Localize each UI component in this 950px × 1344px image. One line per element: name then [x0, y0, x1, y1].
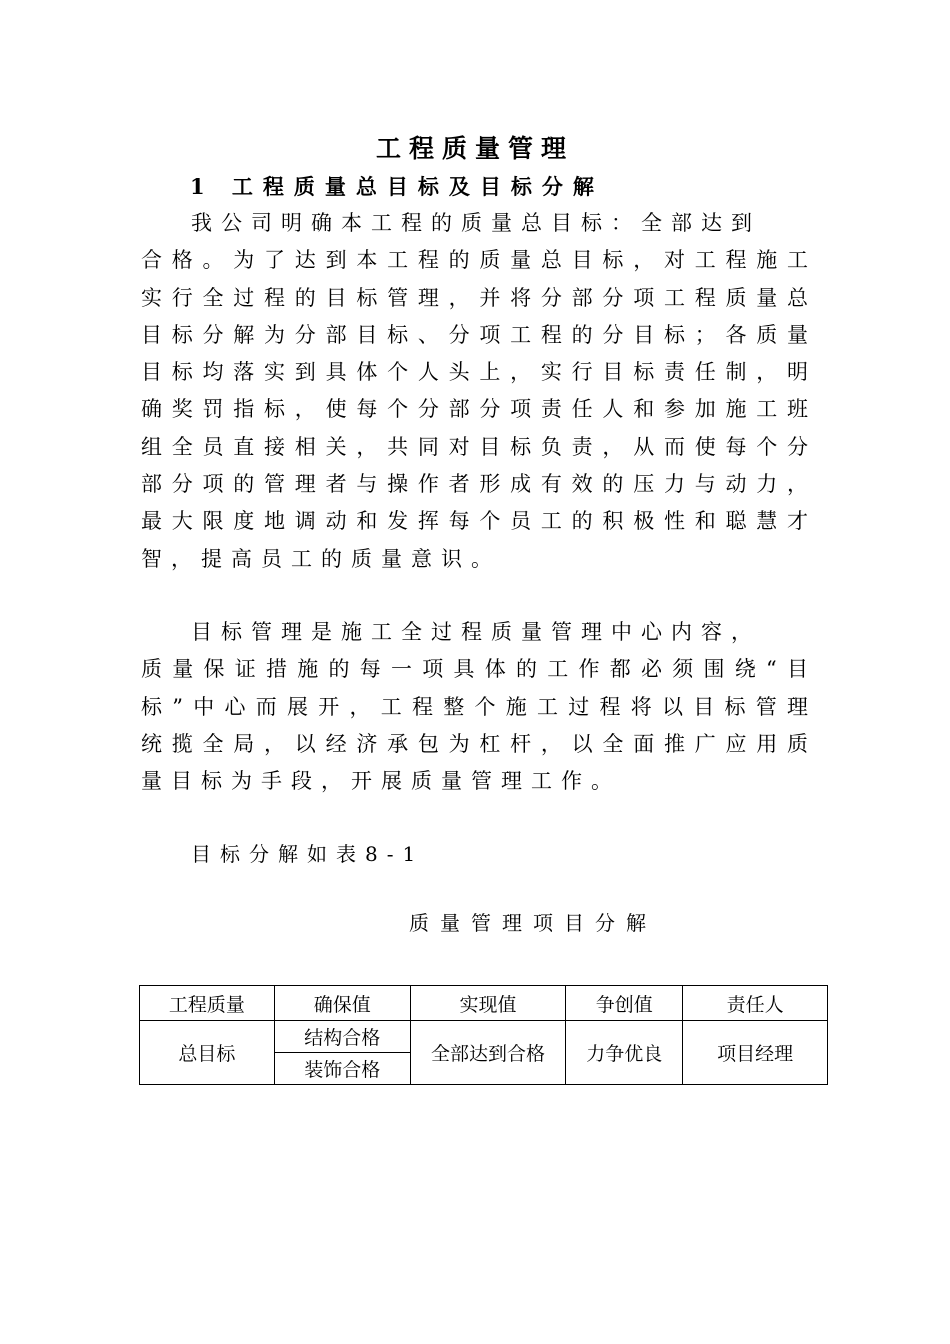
header-cell: 工程质量	[140, 986, 275, 1021]
paragraph-first-line: 目标管理是施工全过程质量管理中心内容，	[191, 620, 761, 644]
guaranteed-cell: 结构合格	[274, 1021, 410, 1053]
paragraph-first-line: 我公司明确本工程的质量总目标：全部达到	[191, 211, 761, 235]
achieved-cell: 全部达到合格	[410, 1021, 566, 1085]
paragraph-body: 合格。为了达到本工程的质量总目标，对工程施工实行全过程的目标管理，并将分部分项工程质量总目标分解为分部目标、分项工程的分目标；各质量目标均落实到具体个人头上，实行目标责任制，明确奖罚指标，使每个分部分项责任人和参加施工班组全员直接相关，共同对目标负责，从而使每个分部分项的管理者与操作者形成有效的压力与动力，最大限度地调动和发挥每个员工的积极性和聪慧才智，提高员工的质量意识。	[141, 248, 817, 571]
header-cell: 实现值	[410, 986, 566, 1021]
header-cell: 争创值	[566, 986, 683, 1021]
striving-cell: 力争优良	[566, 1021, 683, 1085]
section-heading: 1 工程质量总目标及目标分解	[190, 174, 604, 199]
row-label-cell: 总目标	[140, 1021, 275, 1085]
paragraph-quality-goal	[141, 205, 817, 578]
paragraph-body: 质量保证措施的每一项具体的工作都必须围绕“目标”中心而展开，工程整个施工过程将以目标管理统揽全局，以经济承包为杠杆，以全面推广应用质量目标为手段，开展质量管理工作。	[141, 657, 817, 794]
guaranteed-cell: 装饰合格	[274, 1053, 410, 1085]
table-header-row	[140, 986, 828, 1021]
table-reference: 目标分解如表8-1	[191, 842, 425, 866]
paragraph-goal-management	[141, 614, 817, 800]
header-cell: 确保值	[274, 986, 410, 1021]
header-cell: 责任人	[683, 986, 828, 1021]
quality-decomposition-table	[139, 985, 828, 1085]
page-title: 工程质量管理	[375, 134, 574, 163]
table-row	[140, 1021, 828, 1053]
responsible-cell: 项目经理	[683, 1021, 828, 1085]
table-title: 质量管理项目分解	[409, 911, 657, 935]
